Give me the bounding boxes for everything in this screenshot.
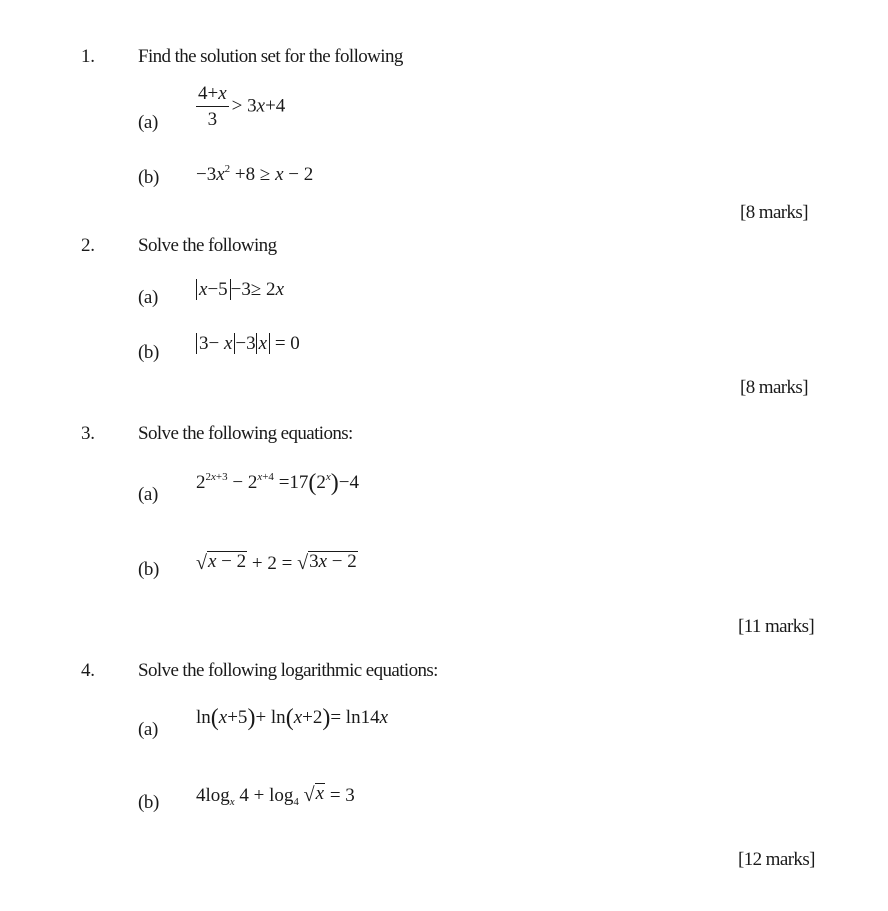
marks-label: [8 marks]	[740, 377, 808, 398]
math-expression: $-3x^2 +8 \ge x - 2$	[196, 163, 314, 185]
part-label: (a)	[138, 719, 158, 740]
part-label: (b)	[138, 559, 159, 580]
part-label: (a)	[138, 287, 158, 308]
question-prompt: Find the solution set for the following	[138, 46, 403, 67]
marks-label: [8 marks]	[740, 202, 808, 223]
math-expression: $\frac{4+x}{3}$ > 3x+4	[198, 83, 286, 130]
math-expression: √ x − 2 + 2 = √ 3x − 2	[196, 551, 357, 574]
math-expression: 3− x −3 x = 0	[196, 333, 300, 355]
marks-label: [11 marks]	[738, 616, 815, 637]
math-expression: $2^{2x+3} - 2^{x+4} =17(2^x)-4$	[196, 470, 360, 496]
question-prompt: Solve the following logarithmic equations:	[138, 660, 438, 681]
question-prompt: Solve the following	[138, 235, 277, 256]
question-number: 1.	[81, 46, 95, 67]
part-label: (a)	[138, 112, 158, 133]
part-label: (b)	[138, 792, 159, 813]
math-expression: ln(x+5)+ ln(x+2)= ln14x	[196, 705, 389, 731]
question-prompt: Solve the following equations:	[138, 423, 353, 444]
math-expression: x−5 −3≥ 2x	[196, 279, 284, 301]
part-label: (b)	[138, 342, 159, 363]
part-label: (b)	[138, 167, 159, 188]
marks-label: [12 marks]	[738, 849, 815, 870]
part-label: (a)	[138, 484, 158, 505]
question-number: 2.	[81, 235, 95, 256]
math-expression: $4\log_x$ $4 + \log_4$ √ x = 3	[196, 783, 355, 808]
question-number: 3.	[81, 423, 95, 444]
question-number: 4.	[81, 660, 95, 681]
